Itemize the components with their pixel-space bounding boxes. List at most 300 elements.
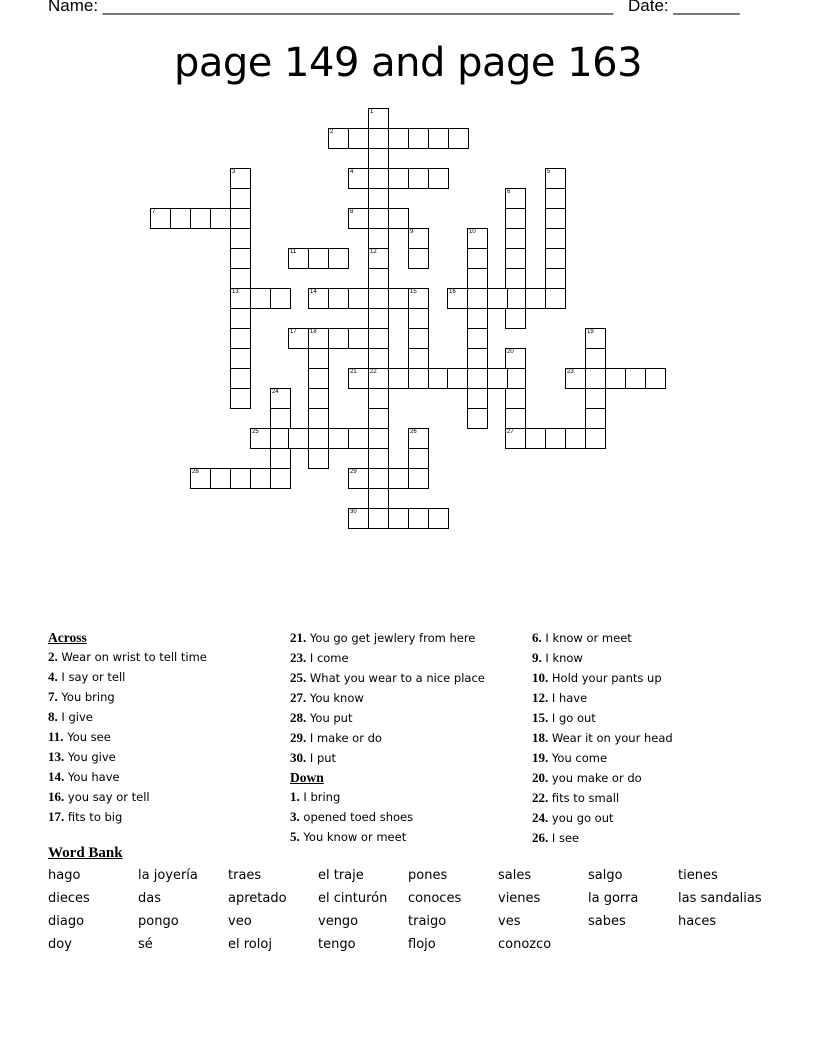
- cell-number: 24: [272, 389, 279, 395]
- grid-cell[interactable]: [308, 448, 329, 469]
- grid-cell[interactable]: [368, 368, 389, 389]
- clue-item: [532, 728, 772, 748]
- grid-cell[interactable]: [308, 428, 329, 449]
- clue-number: 3.: [290, 809, 300, 824]
- grid-cell[interactable]: [585, 348, 606, 369]
- clue-number: 14.: [48, 769, 65, 784]
- grid-cell[interactable]: [408, 508, 429, 529]
- clue-item: [48, 707, 288, 727]
- word-bank-word: veo: [228, 914, 252, 929]
- cell-number: 19: [587, 329, 594, 335]
- grid-cell[interactable]: [368, 248, 389, 269]
- grid-cell[interactable]: [428, 128, 449, 149]
- grid-cell[interactable]: [230, 388, 251, 409]
- cell-number: 4: [350, 169, 354, 175]
- clue-item: [532, 708, 772, 728]
- clue-number: 10.: [532, 670, 549, 685]
- grid-cell[interactable]: [328, 288, 349, 309]
- clue-text: Wear it on your head: [548, 731, 673, 745]
- clue-text: you make or do: [548, 771, 642, 785]
- clue-number: 5.: [290, 829, 300, 844]
- cell-number: 22: [370, 369, 377, 375]
- clue-number: 28.: [290, 710, 307, 725]
- grid-cell[interactable]: [368, 188, 389, 209]
- clue-item: [532, 768, 772, 788]
- grid-cell[interactable]: [230, 248, 251, 269]
- grid-cell[interactable]: [368, 108, 389, 129]
- clue-item: [532, 628, 772, 648]
- clue-heading: Across: [48, 630, 87, 645]
- clue-text: You see: [63, 730, 111, 744]
- grid-cell[interactable]: [467, 328, 488, 349]
- grid-cell[interactable]: [368, 488, 389, 509]
- grid-cell[interactable]: [368, 508, 389, 529]
- grid-cell[interactable]: [250, 288, 271, 309]
- cell-number: 3: [232, 169, 236, 175]
- grid-cell[interactable]: [210, 468, 231, 489]
- grid-cell[interactable]: [368, 128, 389, 149]
- clue-number: 12.: [532, 690, 549, 705]
- word-bank-word: sé: [138, 937, 153, 952]
- grid-cell[interactable]: [288, 328, 309, 349]
- clue-item: [532, 668, 772, 688]
- grid-cell[interactable]: [447, 368, 468, 389]
- grid-cell[interactable]: [505, 208, 526, 229]
- clue-number: 13.: [48, 749, 65, 764]
- grid-cell[interactable]: [270, 408, 291, 429]
- word-bank-word: dieces: [48, 891, 90, 906]
- grid-cell[interactable]: [190, 208, 211, 229]
- grid-cell[interactable]: [585, 388, 606, 409]
- clue-item: [48, 807, 288, 827]
- clue-number: 20.: [532, 770, 549, 785]
- word-bank-word: doy: [48, 937, 72, 952]
- cell-number: 26: [410, 429, 417, 435]
- clue-item: [290, 748, 530, 768]
- clue-item: [532, 688, 772, 708]
- grid-cell[interactable]: [308, 328, 329, 349]
- cell-number: 30: [350, 509, 357, 515]
- word-bank-word: traes: [228, 868, 262, 883]
- grid-cell[interactable]: [388, 468, 409, 489]
- grid-cell[interactable]: [388, 368, 409, 389]
- grid-cell[interactable]: [328, 128, 349, 149]
- grid-cell[interactable]: [585, 328, 606, 349]
- cell-number: 15: [410, 289, 417, 295]
- word-bank-word: ves: [498, 914, 521, 929]
- grid-cell[interactable]: [230, 168, 251, 189]
- clue-text: opened toed shoes: [299, 810, 414, 824]
- cell-number: 2: [330, 129, 334, 135]
- grid-cell[interactable]: [368, 468, 389, 489]
- clue-number: 25.: [290, 670, 307, 685]
- grid-cell[interactable]: [408, 428, 429, 449]
- clue-text: I say or tell: [57, 670, 126, 684]
- word-bank-word: tengo: [318, 937, 356, 952]
- clue-item: [532, 828, 772, 848]
- grid-cell[interactable]: [408, 448, 429, 469]
- grid-cell[interactable]: [447, 288, 468, 309]
- clue-number: 18.: [532, 730, 549, 745]
- grid-cell[interactable]: [190, 468, 211, 489]
- cell-number: 1: [370, 109, 374, 115]
- cell-number: 20: [507, 349, 514, 355]
- grid-cell[interactable]: [308, 408, 329, 429]
- grid-cell[interactable]: [230, 208, 251, 229]
- clue-number: 1.: [290, 789, 300, 804]
- grid-cell[interactable]: [288, 428, 309, 449]
- grid-cell[interactable]: [467, 368, 488, 389]
- grid-cell[interactable]: [368, 408, 389, 429]
- grid-cell[interactable]: [270, 448, 291, 469]
- grid-cell[interactable]: [230, 468, 251, 489]
- clue-text: I give: [57, 710, 93, 724]
- word-bank-word: sales: [498, 868, 532, 883]
- word-bank-word: das: [138, 891, 161, 906]
- clue-text: I make or do: [306, 731, 382, 745]
- grid-cell[interactable]: [545, 228, 566, 249]
- clue-text: Wear on wrist to tell time: [57, 650, 207, 664]
- grid-cell[interactable]: [625, 368, 646, 389]
- grid-cell[interactable]: [308, 248, 329, 269]
- grid-cell[interactable]: [545, 268, 566, 289]
- clue-item: [290, 688, 530, 708]
- clue-item: [48, 747, 288, 767]
- word-bank-word: el traje: [318, 868, 364, 883]
- clue-number: 15.: [532, 710, 549, 725]
- grid-cell[interactable]: [230, 228, 251, 249]
- clue-item: [290, 668, 530, 688]
- grid-cell[interactable]: [348, 288, 369, 309]
- grid-cell[interactable]: [428, 508, 449, 529]
- word-bank-word: conoces: [408, 891, 462, 906]
- word-bank-word: pongo: [138, 914, 179, 929]
- grid-cell[interactable]: [368, 348, 389, 369]
- clue-item: [290, 648, 530, 668]
- clue-number: 8.: [48, 709, 58, 724]
- clue-text: I go out: [548, 711, 596, 725]
- clue-text: I bring: [299, 790, 341, 804]
- grid-cell[interactable]: [585, 428, 606, 449]
- clue-text: you go out: [548, 811, 614, 825]
- grid-cell[interactable]: [585, 368, 606, 389]
- clue-item: [48, 767, 288, 787]
- clue-item: [290, 807, 530, 827]
- clue-text: You come: [548, 751, 608, 765]
- clue-text: I have: [548, 691, 588, 705]
- grid-cell[interactable]: [308, 388, 329, 409]
- grid-cell[interactable]: [525, 428, 546, 449]
- clue-item: [290, 728, 530, 748]
- cell-number: 6: [507, 189, 511, 195]
- grid-cell[interactable]: [505, 388, 526, 409]
- grid-cell[interactable]: [210, 208, 231, 229]
- word-bank-word: haces: [678, 914, 717, 929]
- grid-cell[interactable]: [368, 268, 389, 289]
- clue-text: I know: [541, 651, 583, 665]
- grid-cell[interactable]: [408, 308, 429, 329]
- word-bank-word: sabes: [588, 914, 626, 929]
- grid-cell[interactable]: [368, 208, 389, 229]
- grid-cell[interactable]: [388, 168, 409, 189]
- grid-cell[interactable]: [250, 468, 271, 489]
- cell-number: 28: [192, 469, 199, 475]
- clue-number: 4.: [48, 669, 58, 684]
- grid-cell[interactable]: [408, 368, 429, 389]
- grid-cell[interactable]: [545, 188, 566, 209]
- grid-cell[interactable]: [328, 428, 349, 449]
- clue-text: You know: [306, 691, 364, 705]
- grid-cell[interactable]: [505, 288, 526, 309]
- grid-cell[interactable]: [505, 308, 526, 329]
- cell-number: 23: [567, 369, 574, 375]
- name-field[interactable]: Name: ______________________________________________________: [48, 0, 614, 15]
- grid-cell[interactable]: [525, 288, 546, 309]
- grid-cell[interactable]: [467, 268, 488, 289]
- grid-cell[interactable]: [545, 168, 566, 189]
- clue-number: 24.: [532, 810, 549, 825]
- word-bank-word: el roloj: [228, 937, 272, 952]
- grid-cell[interactable]: [368, 448, 389, 469]
- grid-cell[interactable]: [348, 168, 369, 189]
- grid-cell[interactable]: [467, 288, 488, 309]
- grid-cell[interactable]: [388, 128, 409, 149]
- grid-cell[interactable]: [505, 228, 526, 249]
- grid-cell[interactable]: [505, 368, 526, 389]
- grid-cell[interactable]: [505, 348, 526, 369]
- clue-number: 16.: [48, 789, 65, 804]
- clue-number: 9.: [532, 650, 542, 665]
- grid-cell[interactable]: [408, 348, 429, 369]
- word-bank-word: tienes: [678, 868, 718, 883]
- word-bank-word: diago: [48, 914, 85, 929]
- clue-number: 30.: [290, 750, 307, 765]
- clue-heading: Down: [290, 770, 324, 785]
- word-bank-word: pones: [408, 868, 448, 883]
- grid-cell[interactable]: [505, 428, 526, 449]
- clue-text: fits to big: [64, 810, 123, 824]
- cell-number: 10: [469, 229, 476, 235]
- grid-cell[interactable]: [605, 368, 626, 389]
- clue-text: you say or tell: [64, 790, 150, 804]
- clue-number: 17.: [48, 809, 65, 824]
- cell-number: 18: [310, 329, 317, 335]
- grid-cell[interactable]: [230, 328, 251, 349]
- cell-number: 25: [252, 429, 259, 435]
- grid-cell[interactable]: [230, 188, 251, 209]
- clue-text: I come: [306, 651, 349, 665]
- grid-cell[interactable]: [230, 288, 251, 309]
- clue-number: 21.: [290, 630, 307, 645]
- grid-cell[interactable]: [585, 408, 606, 429]
- clue-text: You put: [306, 711, 353, 725]
- grid-cell[interactable]: [545, 428, 566, 449]
- grid-cell[interactable]: [467, 388, 488, 409]
- cell-number: 13: [232, 289, 239, 295]
- grid-cell[interactable]: [348, 128, 369, 149]
- word-bank-word: el cinturón: [318, 891, 388, 906]
- grid-cell[interactable]: [467, 228, 488, 249]
- grid-cell[interactable]: [368, 228, 389, 249]
- grid-cell[interactable]: [348, 368, 369, 389]
- word-bank-word: vienes: [498, 891, 541, 906]
- clue-item: [290, 628, 530, 648]
- grid-cell[interactable]: [408, 288, 429, 309]
- grid-cell[interactable]: [505, 248, 526, 269]
- clue-item: [48, 667, 288, 687]
- grid-cell[interactable]: [328, 248, 349, 269]
- cell-number: 11: [290, 249, 297, 255]
- grid-cell[interactable]: [328, 328, 349, 349]
- word-bank-word: salgo: [588, 868, 623, 883]
- clue-number: 6.: [532, 630, 542, 645]
- grid-cell[interactable]: [487, 288, 508, 309]
- clue-text: I know or meet: [541, 631, 632, 645]
- grid-cell[interactable]: [388, 208, 409, 229]
- grid-cell[interactable]: [348, 468, 369, 489]
- clue-text: What you wear to a nice place: [306, 671, 485, 685]
- grid-cell[interactable]: [388, 508, 409, 529]
- grid-cell[interactable]: [368, 388, 389, 409]
- grid-cell[interactable]: [408, 128, 429, 149]
- word-bank-word: conozco: [498, 937, 552, 952]
- grid-cell[interactable]: [368, 428, 389, 449]
- clue-number: 2.: [48, 649, 58, 664]
- grid-cell[interactable]: [388, 288, 409, 309]
- grid-cell[interactable]: [448, 128, 469, 149]
- grid-cell[interactable]: [230, 368, 251, 389]
- grid-cell[interactable]: [348, 208, 369, 229]
- word-bank-word: las sandalias: [678, 891, 762, 906]
- clue-text: I put: [306, 751, 337, 765]
- word-bank-word: traigo: [408, 914, 447, 929]
- clue-number: 23.: [290, 650, 307, 665]
- clue-item: [532, 788, 772, 808]
- clue-item: [532, 748, 772, 768]
- grid-cell[interactable]: [368, 288, 389, 309]
- clue-item: [532, 808, 772, 828]
- grid-cell[interactable]: [348, 508, 369, 529]
- grid-cell[interactable]: [467, 348, 488, 369]
- word-bank-word: hago: [48, 868, 81, 883]
- cell-number: 21: [350, 369, 357, 375]
- grid-cell[interactable]: [428, 368, 449, 389]
- grid-cell[interactable]: [270, 288, 291, 309]
- grid-cell[interactable]: [308, 368, 329, 389]
- clue-text: You give: [64, 750, 116, 764]
- grid-cell[interactable]: [368, 328, 389, 349]
- clue-number: 19.: [532, 750, 549, 765]
- clue-number: 11.: [48, 729, 64, 744]
- clue-text: I see: [548, 831, 580, 845]
- clue-number: 27.: [290, 690, 307, 705]
- clue-text: fits to small: [548, 791, 620, 805]
- grid-cell[interactable]: [308, 348, 329, 369]
- grid-cell[interactable]: [368, 308, 389, 329]
- cell-number: 7: [152, 209, 156, 215]
- grid-cell[interactable]: [348, 328, 369, 349]
- grid-cell[interactable]: [368, 168, 389, 189]
- clue-item: [290, 787, 530, 807]
- clue-item: [48, 687, 288, 707]
- grid-cell[interactable]: [270, 468, 291, 489]
- grid-cell[interactable]: [230, 308, 251, 329]
- grid-cell[interactable]: [368, 148, 389, 169]
- clue-item: [48, 647, 288, 667]
- grid-cell[interactable]: [408, 228, 429, 249]
- grid-cell[interactable]: [150, 208, 171, 229]
- grid-cell[interactable]: [230, 348, 251, 369]
- cell-number: 14: [310, 289, 317, 295]
- grid-cell[interactable]: [645, 368, 666, 389]
- grid-cell[interactable]: [505, 268, 526, 289]
- word-bank-word: apretado: [228, 891, 287, 906]
- clue-column-2: [290, 628, 530, 847]
- grid-cell[interactable]: [545, 248, 566, 269]
- grid-cell[interactable]: [505, 408, 526, 429]
- clue-column-1: [48, 628, 288, 827]
- word-bank-word: la joyería: [138, 868, 198, 883]
- clue-number: 22.: [532, 790, 549, 805]
- grid-cell[interactable]: [270, 388, 291, 409]
- clue-item: [48, 787, 288, 807]
- word-bank-word: la gorra: [588, 891, 639, 906]
- grid-cell[interactable]: [230, 268, 251, 289]
- grid-cell[interactable]: [545, 208, 566, 229]
- grid-cell[interactable]: [505, 188, 526, 209]
- grid-cell[interactable]: [408, 248, 429, 269]
- grid-cell[interactable]: [467, 308, 488, 329]
- grid-cell[interactable]: [288, 248, 309, 269]
- cell-number: 29: [350, 469, 357, 475]
- grid-cell[interactable]: [348, 428, 369, 449]
- grid-cell[interactable]: [408, 468, 429, 489]
- cell-number: 12: [370, 249, 377, 255]
- clue-text: You go get jewlery from here: [306, 631, 476, 645]
- clue-number: 7.: [48, 689, 58, 704]
- grid-cell[interactable]: [170, 208, 191, 229]
- clue-item: [48, 727, 288, 747]
- cell-number: 16: [449, 289, 456, 295]
- grid-cell[interactable]: [467, 408, 488, 429]
- grid-cell[interactable]: [565, 368, 586, 389]
- clue-item: [290, 827, 530, 847]
- clue-text: You know or meet: [299, 830, 407, 844]
- grid-cell[interactable]: [565, 428, 586, 449]
- clue-item: [290, 708, 530, 728]
- cell-number: 8: [350, 209, 354, 215]
- word-bank-word: flojo: [408, 937, 436, 952]
- grid-cell[interactable]: [467, 248, 488, 269]
- grid-cell[interactable]: [545, 288, 566, 309]
- cell-number: 5: [547, 169, 551, 175]
- cell-number: 27: [507, 429, 514, 435]
- clue-item: [532, 648, 772, 668]
- date-field[interactable]: Date: _______: [628, 0, 740, 15]
- word-bank-heading: Word Bank: [48, 845, 123, 861]
- grid-cell[interactable]: [428, 168, 449, 189]
- cell-number: 17: [290, 329, 297, 335]
- grid-cell[interactable]: [487, 368, 508, 389]
- grid-cell[interactable]: [408, 328, 429, 349]
- clue-text: You have: [64, 770, 120, 784]
- grid-cell[interactable]: [308, 288, 329, 309]
- clue-text: Hold your pants up: [548, 671, 662, 685]
- grid-cell[interactable]: [408, 168, 429, 189]
- page-title: page 149 and page 163: [173, 40, 643, 86]
- grid-cell[interactable]: [250, 428, 271, 449]
- clue-number: 29.: [290, 730, 307, 745]
